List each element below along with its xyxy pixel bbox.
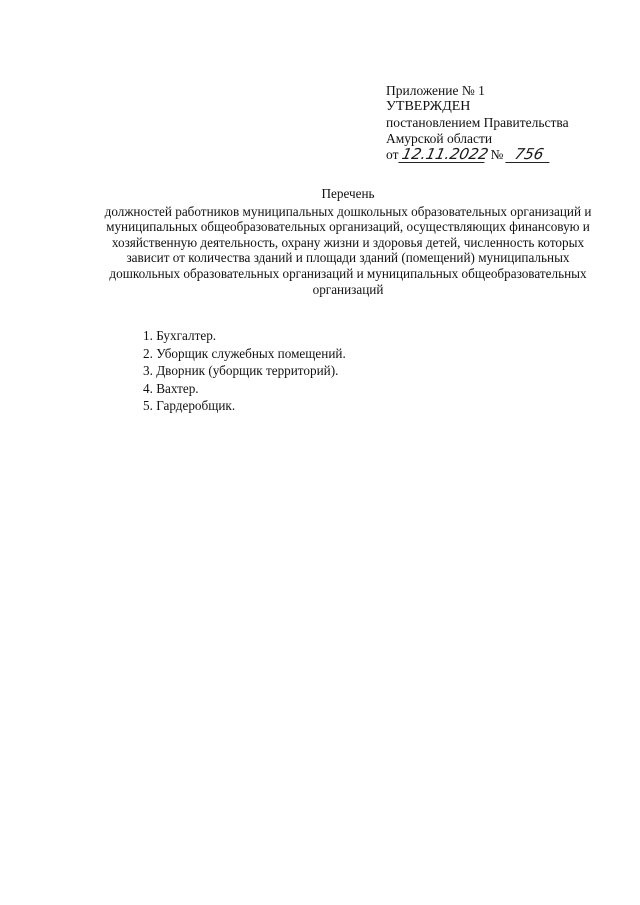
list-item: 4. Вахтер. [143, 380, 199, 396]
appendix-label: Приложение № 1 [386, 83, 485, 98]
region-label: Амурской области [386, 131, 493, 146]
handwritten-number: 756 [506, 147, 553, 163]
title-line: муниципальных общеобразовательных организаций, осуществляющих финансовую и [106, 219, 590, 235]
title-line: организаций [312, 281, 384, 297]
list-item: 1. Бухгалтер. [143, 328, 217, 343]
list-item: 2. Уборщик служебных помещений. [143, 345, 346, 361]
list-item: 3. Дворник (уборщик территорий). [143, 363, 339, 378]
title-line: зависит от количества зданий и площади зданий (помещений) муниципальных [126, 250, 570, 266]
date-number-line [386, 147, 626, 163]
handwritten-date: 12.11.2022 [400, 145, 491, 163]
approved-label: УТВЕРЖДЕН [386, 99, 471, 114]
title-line: должностей работников муниципальных дошкольных образовательных организаций и [104, 203, 592, 219]
title-heading: Перечень [321, 186, 375, 201]
list-item: 5. Гардеробщик. [143, 398, 236, 413]
number-label: № [490, 147, 504, 162]
decree-label: постановлением Правительства [386, 115, 569, 130]
approval-block [386, 83, 626, 163]
position-list [143, 327, 346, 415]
document-title [96, 186, 600, 297]
title-line: дошкольных образовательных организаций и муниципальных общеобразовательных [109, 265, 587, 281]
title-line: хозяйственную деятельность, охрану жизни и здоровья детей, численность которых [111, 234, 585, 250]
from-label: от [386, 147, 399, 162]
